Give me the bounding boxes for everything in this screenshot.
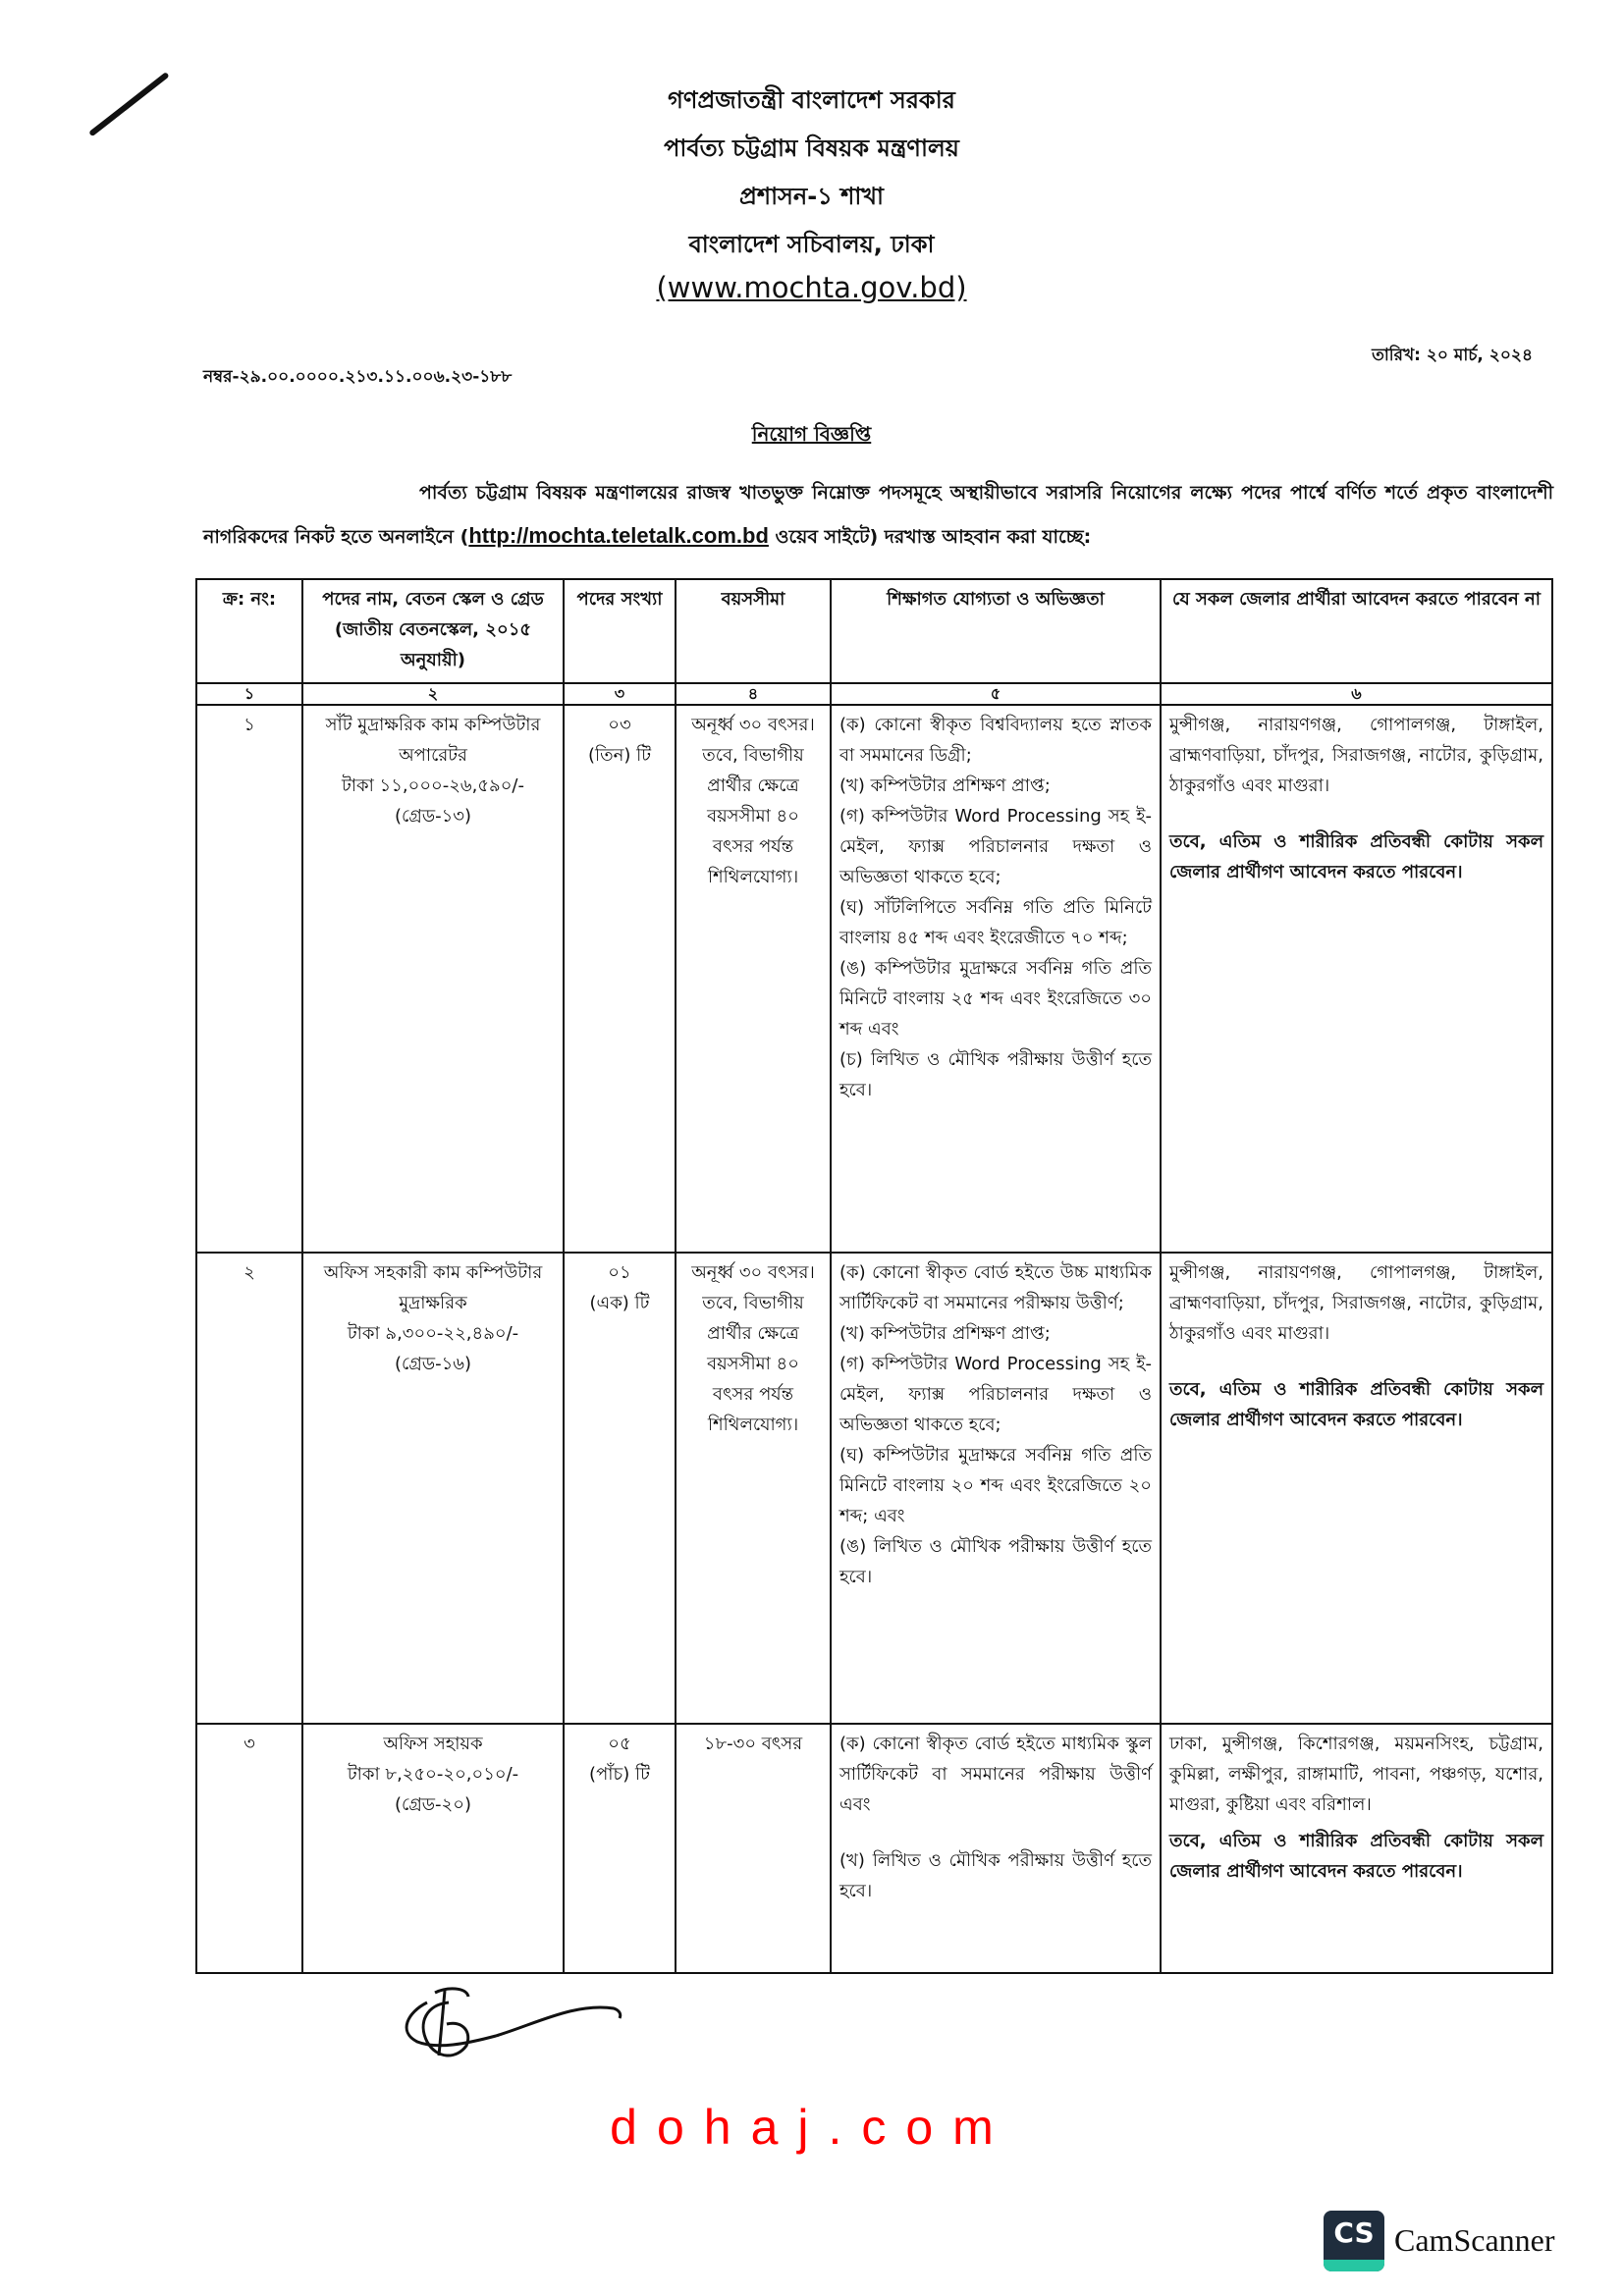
ministry-name: পার্বত্য চট্টগ্রাম বিষয়ক মন্ত্রণালয়: [664, 134, 959, 162]
grade: (গ্রেড-২০): [395, 1794, 471, 1815]
qualification-item: (ঘ) কম্পিউটার মুদ্রাক্ষরে সর্বনিম্ন গতি প্রতি মিনিটে বাংলায় ২০ শব্দ এবং ইংরেজিতে ২০ শব্দ; এবং: [839, 1445, 1152, 1526]
camscanner-logo-bar: [1324, 2260, 1384, 2271]
post-count: ০১: [608, 1262, 631, 1283]
memo-number: নম্বর-২৯.০০.০০০০.২১৩.১১.০০৬.২৩-১৮৮: [203, 367, 513, 387]
quota-note: তবে, এতিম ও শারীরিক প্রতিবন্ধী কোটায় সকল জেলার প্রার্থীগণ আবেদন করতে পারবেন।: [1169, 1831, 1543, 1882]
header-count: পদের সংখ্যা: [564, 579, 676, 683]
qualification-cell: [831, 1253, 1161, 1724]
qualification-cell: [831, 1724, 1161, 1973]
pay-scale: টাকা ৯,৩০০-২২,৪৯০/-: [347, 1323, 519, 1344]
post-count: ০৩: [608, 715, 631, 735]
intro-text-after: ওয়েব সাইটে) দরখাস্ত আহবান করা যাচ্ছে:: [768, 526, 1092, 548]
letterhead: [0, 77, 1623, 304]
column-number: ৬: [1161, 683, 1552, 705]
age-limit-cell: অনূর্ধ্ব ৩০ বৎসর। তবে, বিভাগীয় প্রার্থীর ক্ষেত্রে বয়সসীমা ৪০ বৎসর পর্যন্ত শিথিলযোগ্য।: [676, 705, 831, 1253]
qualification-item: (ক) কোনো স্বীকৃত বোর্ড হইতে উচ্চ মাধ্যমিক সার্টিফিকেট বা সমমানের পরীক্ষায় উত্তীর্ণ;: [839, 1262, 1152, 1313]
districts-cell: [1161, 1724, 1552, 1973]
qualification-item: (খ) কম্পিউটার প্রশিক্ষণ প্রাপ্ত;: [839, 1323, 1051, 1344]
grade: (গ্রেড-১৬): [395, 1354, 471, 1374]
age-limit-cell: অনূর্ধ্ব ৩০ বৎসর। তবে, বিভাগীয় প্রার্থীর ক্ষেত্রে বয়সসীমা ৪০ বৎসর পর্যন্ত শিথিলযোগ্য।: [676, 1253, 831, 1724]
table-row: [196, 1253, 1552, 1724]
camscanner-logo-text: CS: [1333, 2216, 1375, 2249]
intro-paragraph: [203, 471, 1553, 559]
qualification-item: (খ) লিখিত ও মৌখিক পরীক্ষায় উত্তীর্ণ হতে হবে।: [839, 1850, 1152, 1901]
post-count-words: (তিন) টি: [587, 745, 652, 766]
camscanner-logo-icon: [1324, 2211, 1384, 2271]
column-number: ২: [302, 683, 564, 705]
qualification-item: (ঙ) লিখিত ও মৌখিক পরীক্ষায় উত্তীর্ণ হতে হবে।: [839, 1536, 1152, 1587]
government-name: গণপ্রজাতন্ত্রী বাংলাদেশ সরকার: [668, 86, 955, 114]
serial-cell: ১: [196, 705, 302, 1253]
column-number: ৫: [831, 683, 1161, 705]
count-cell: [564, 705, 676, 1253]
office-location: বাংলাদেশ সচিবালয়, ঢাকা: [688, 231, 935, 258]
header-serial: ক্র: নং:: [196, 579, 302, 683]
header-qualification: শিক্ষাগত যোগ্যতা ও অভিজ্ঞতা: [831, 579, 1161, 683]
column-number: ১: [196, 683, 302, 705]
signature-image: [388, 1973, 643, 2071]
ministry-website-link[interactable]: (www.mochta.gov.bd): [656, 271, 967, 304]
districts-cell: [1161, 1253, 1552, 1724]
post-name: অফিস সহকারী কাম কম্পিউটার মুদ্রাক্ষরিক: [323, 1262, 543, 1313]
notice-title: [0, 420, 1623, 453]
qualification-item: (গ) কম্পিউটার Word Processing সহ ই-মেইল, ফ্যাক্স পরিচালনার দক্ষতা ও অভিজ্ঞতা থাকতে হবে;: [839, 1354, 1152, 1435]
post-name: অফিস সহায়ক: [383, 1734, 483, 1754]
qualification-cell: [831, 705, 1161, 1253]
column-number: ৩: [564, 683, 676, 705]
table-row: [196, 1724, 1552, 1973]
serial-cell: ২: [196, 1253, 302, 1724]
issue-date: তারিখ: ২০ মার্চ, ২০২৪: [1372, 346, 1533, 365]
application-portal-link[interactable]: http://mochta.teletalk.com.bd: [468, 523, 769, 548]
serial-cell: ৩: [196, 1724, 302, 1973]
header-post: পদের নাম, বেতন স্কেল ও গ্রেড (জাতীয় বেতনস্কেল, ২০১৫ অনুযায়ী): [302, 579, 564, 683]
intro-text-before: পার্বত্য চট্টগ্রাম বিষয়ক মন্ত্রণালয়ের রাজস্ব খাতভুক্ত নিম্নোক্ত পদসমূহে অস্থায়ীভাবে সরাসরি নিয়োগের লক্ষ্যে পদের পার্শ্বে বর্ণিত শর্তে প্রকৃত বাংলাদেশী নাগরিকদের নিকট হতে অনলাইনে (: [203, 482, 1553, 548]
vacancy-table: [195, 578, 1553, 1974]
count-cell: [564, 1724, 676, 1973]
post-cell: [302, 1253, 564, 1724]
header-districts: যে সকল জেলার প্রার্থীরা আবেদন করতে পারবেন না: [1161, 579, 1552, 683]
table-header-row: [196, 579, 1552, 683]
branch-name: প্রশাসন-১ শাখা: [738, 183, 885, 210]
excluded-districts: মুন্সীগঞ্জ, নারায়ণগঞ্জ, গোপালগঞ্জ, টাঙ্গাইল, ব্রাহ্মণবাড়িয়া, চাঁদপুর, সিরাজগঞ্জ, নাটোর, কুড়িগ্রাম, ঠাকুরগাঁও এবং মাগুরা।: [1169, 715, 1543, 796]
post-count-words: (এক) টি: [589, 1293, 650, 1313]
count-cell: [564, 1253, 676, 1724]
post-name: সাঁট মুদ্রাক্ষরিক কাম কম্পিউটার অপারেটর: [325, 715, 541, 766]
quota-note: তবে, এতিম ও শারীরিক প্রতিবন্ধী কোটায় সকল জেলার প্রার্থীগণ আবেদন করতে পারবেন।: [1169, 831, 1543, 882]
qualification-item: (চ) লিখিত ও মৌখিক পরীক্ষায় উত্তীর্ণ হতে হবে।: [839, 1049, 1152, 1100]
qualification-item: (ক) কোনো স্বীকৃত বোর্ড হইতে মাধ্যমিক স্কুল সার্টিফিকেট বা সমমানের পরীক্ষায় উত্তীর্ণ এবং: [839, 1734, 1152, 1815]
watermark-text: [0, 2099, 1623, 2156]
grade: (গ্রেড-১৩): [395, 806, 471, 827]
table-row: [196, 705, 1552, 1253]
qualification-item: (খ) কম্পিউটার প্রশিক্ষণ প্রাপ্ত;: [839, 775, 1051, 796]
camscanner-name: CamScanner: [1394, 2222, 1555, 2258]
qualification-item: (গ) কম্পিউটার Word Processing সহ ই-মেইল, ফ্যাক্স পরিচালনার দক্ষতা ও অভিজ্ঞতা থাকতে হবে;: [839, 806, 1152, 887]
qualification-item: (ঘ) সাঁটলিপিতে সর্বনিম্ন গতি প্রতি মিনিটে বাংলায় ৪৫ শব্দ এবং ইংরেজীতে ৭০ শব্দ;: [839, 897, 1152, 948]
post-cell: [302, 1724, 564, 1973]
excluded-districts: মুন্সীগঞ্জ, নারায়ণগঞ্জ, গোপালগঞ্জ, টাঙ্গাইল, ব্রাহ্মণবাড়িয়া, চাঁদপুর, সিরাজগঞ্জ, নাটোর, কুড়িগ্রাম, ঠাকুরগাঁও এবং মাগুরা।: [1169, 1262, 1543, 1344]
post-cell: [302, 705, 564, 1253]
header-age: বয়সসীমা: [676, 579, 831, 683]
pay-scale: টাকা ৮,২৫০-২০,০১০/-: [347, 1764, 519, 1785]
pay-scale: টাকা ১১,০০০-২৬,৫৯০/-: [341, 775, 524, 796]
qualification-item: (ঙ) কম্পিউটার মুদ্রাক্ষরে সর্বনিম্ন গতি প্রতি মিনিটে বাংলায় ২৫ শব্দ এবং ইংরেজিতে ৩০ শব্দ এবং: [839, 958, 1152, 1040]
excluded-districts: ঢাকা, মুন্সীগঞ্জ, কিশোরগঞ্জ, ময়মনসিংহ, চট্টগ্রাম, কুমিল্লা, লক্ষীপুর, রাঙ্গামাটি, পাবনা, পঞ্চগড়, যশোর, মাগুরা, কুষ্টিয়া এবং বরিশাল।: [1169, 1734, 1543, 1815]
age-limit-cell: ১৮-৩০ বৎসর: [676, 1724, 831, 1973]
column-number: ৪: [676, 683, 831, 705]
qualification-item: (ক) কোনো স্বীকৃত বিশ্ববিদ্যালয় হতে স্নাতক বা সমমানের ডিগ্রী;: [839, 715, 1152, 766]
notice-title-text: নিয়োগ বিজ্ঞপ্তি: [751, 422, 872, 446]
districts-cell: [1161, 705, 1552, 1253]
post-count-words: (পাঁচ) টি: [589, 1764, 650, 1785]
watermark-label: dohaj.com: [610, 2100, 1013, 2155]
quota-note: তবে, এতিম ও শারীরিক প্রতিবন্ধী কোটায় সকল জেলার প্রার্থীগণ আবেদন করতে পারবেন।: [1169, 1379, 1543, 1430]
post-count: ০৫: [608, 1734, 631, 1754]
column-number-row: [196, 683, 1552, 705]
